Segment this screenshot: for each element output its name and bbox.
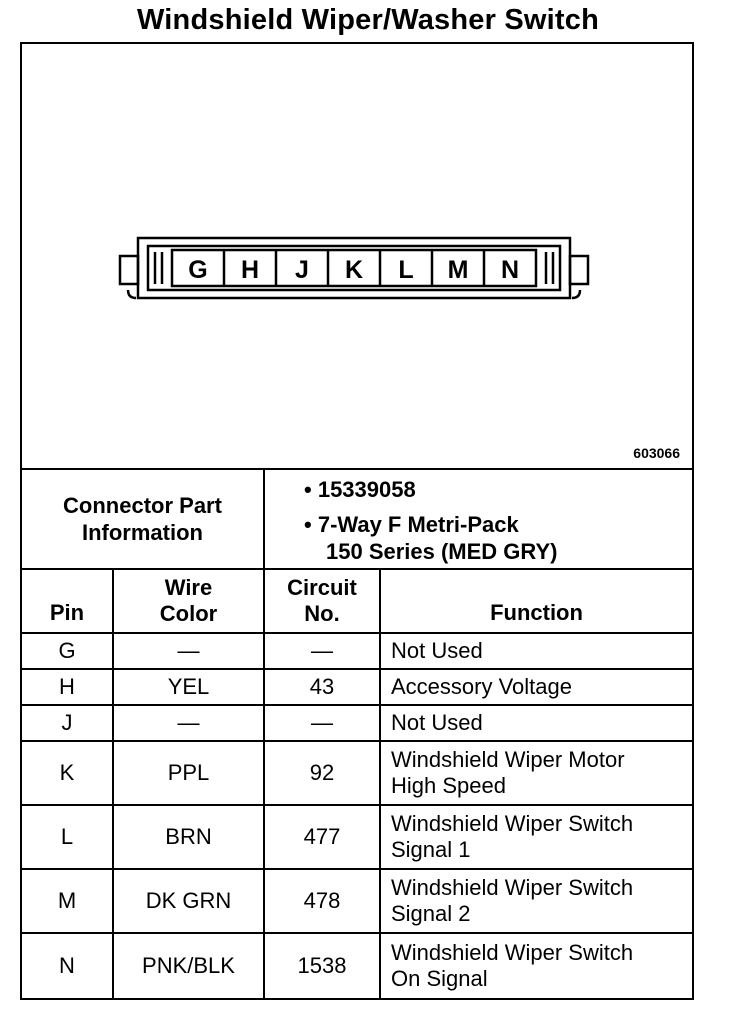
function-cell — [381, 934, 692, 998]
page-title: Windshield Wiper/Washer Switch — [136, 4, 599, 36]
pin-cell: M — [57, 888, 77, 913]
function-cell — [381, 634, 692, 668]
circuit-cell: — — [311, 710, 333, 735]
function-cell — [381, 706, 692, 740]
pin-cavity-label: H — [240, 256, 260, 284]
function-line1: Windshield Wiper Motor — [391, 747, 625, 772]
pin-cell: N — [59, 953, 75, 978]
pin-cavity-label: N — [500, 256, 520, 284]
bullet: • — [304, 477, 312, 502]
connector-description-line1: 7-Way F Metri-Pack — [317, 512, 519, 537]
connector-drawing — [22, 44, 692, 468]
pin-cavity-label: L — [398, 256, 414, 284]
part-number: 15339058 — [317, 477, 416, 502]
circuit-cell: — — [311, 638, 333, 663]
connector-info-label — [22, 470, 263, 568]
function-line1: Windshield Wiper Switch — [391, 940, 634, 965]
pin-cavity-row — [188, 250, 519, 286]
wire-color-cell: YEL — [167, 674, 210, 699]
circuit-cell: 92 — [309, 760, 335, 785]
function-line2: On Signal — [391, 966, 488, 991]
function-cell — [381, 670, 692, 704]
function-line1: Windshield Wiper Switch — [391, 875, 634, 900]
divider — [112, 568, 114, 1000]
connector-frame — [20, 42, 694, 1000]
wire-color-cell: — — [177, 710, 200, 735]
function-line1: Not Used — [391, 638, 483, 663]
circuit-cell: 477 — [303, 824, 341, 849]
connector-info-label-line2: Information — [81, 520, 203, 545]
header-wire-line1: Wire — [164, 575, 213, 600]
function-line2: Signal 1 — [391, 837, 471, 862]
bullet: • — [304, 512, 312, 537]
pin-cell: K — [59, 760, 75, 785]
header-wire-line2: Color — [159, 601, 218, 626]
function-line1: Accessory Voltage — [391, 674, 572, 699]
wire-color-cell: — — [177, 638, 200, 663]
circuit-cell: 1538 — [297, 953, 347, 978]
function-cell — [381, 742, 692, 804]
circuit-cell: 478 — [303, 888, 341, 913]
pin-cavity-label: K — [344, 256, 364, 284]
function-cell — [381, 870, 692, 932]
header-circuit-line2: No. — [304, 601, 340, 626]
wire-color-cell: BRN — [165, 824, 212, 849]
function-line1: Not Used — [391, 710, 483, 735]
pin-cell: G — [58, 638, 76, 663]
connector-description-line2: 150 Series (MED GRY) — [326, 539, 558, 564]
function-line1: Windshield Wiper Switch — [391, 811, 634, 836]
header-circuit-line1: Circuit — [287, 575, 357, 600]
connector-info-label-line1: Connector Part — [63, 493, 222, 518]
figure-id: 603066 — [633, 445, 680, 461]
header-circuit-no — [265, 570, 379, 632]
function-line2: Signal 2 — [391, 901, 471, 926]
wire-color-cell: PPL — [167, 760, 210, 785]
connector-info-values — [304, 476, 558, 565]
divider — [263, 568, 265, 1000]
pin-cell: L — [60, 824, 74, 849]
pin-cell: J — [61, 710, 73, 735]
wire-color-cell: PNK/BLK — [142, 953, 235, 978]
pin-cavity-label: G — [188, 256, 208, 284]
connector-diagram — [22, 44, 692, 468]
header-pin: Pin — [49, 600, 85, 625]
function-line2: High Speed — [391, 773, 506, 798]
function-cell — [381, 806, 692, 868]
pin-cell: H — [59, 674, 75, 699]
wire-color-cell: DK GRN — [145, 888, 232, 913]
circuit-cell: 43 — [309, 674, 335, 699]
header-function: Function — [490, 600, 583, 625]
pin-cavity-label: J — [295, 256, 309, 284]
pin-cavity-label: M — [447, 256, 469, 284]
divider — [379, 568, 381, 1000]
header-wire-color — [114, 570, 263, 632]
divider — [263, 468, 265, 568]
